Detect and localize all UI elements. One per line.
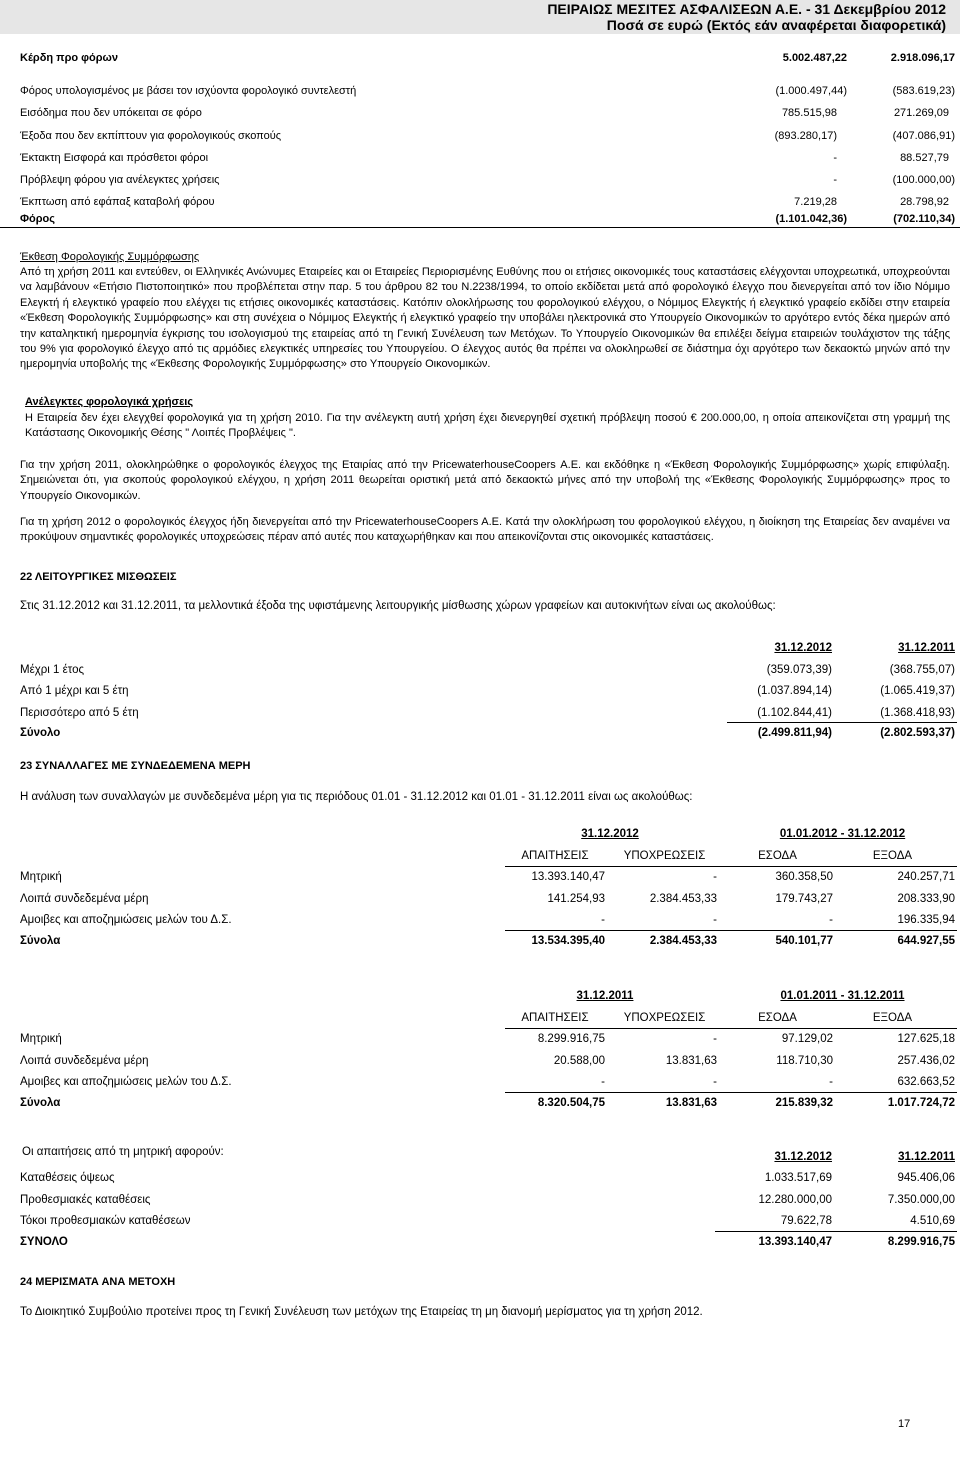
receivables-value: 13.393.140,47 (531, 871, 605, 883)
expenses-value: 632.663,52 (897, 1076, 955, 1088)
total-rule (505, 930, 957, 931)
divider (0, 227, 960, 228)
unaudited-paragraph-1: Η Εταιρεία δεν έχει ελεγχθεί φορολογικά για τη χρήση 2010. Για την ανέλεγκτη αυτή χρήση έχει διενεργηθεί σχετική πρόβλεψη ποσού € 200.000,00, η οποία απεικονίζεται στη γραμμή της Κατάστασης Οικονομικής Θέσης " Λοιπές Προβλέψεις ". (25, 412, 950, 440)
table-row-label: Φόρος (20, 213, 55, 225)
liabilities-value: - (713, 1076, 717, 1088)
expenses-value: 644.927,55 (897, 935, 955, 947)
table-row-label: Μέχρι 1 έτος (20, 664, 85, 676)
table-row-label: Περισσότερο από 5 έτη (20, 707, 139, 719)
total-rule (727, 722, 957, 723)
receivables-title: Οι απαιτήσεις από τη μητρική αφορούν: (22, 1146, 224, 1158)
receivables-value: - (601, 914, 605, 926)
value-2012: (359.073,39) (766, 664, 832, 676)
value-2011: 271.269,09 (893, 107, 949, 119)
table-row-label: Προθεσμιακές καταθέσεις (20, 1194, 151, 1206)
table-row-label: ΣΥΝΟΛΟ (20, 1236, 68, 1248)
value-2011: (1.065.419,37) (880, 685, 955, 697)
value-2011: (1.368.418,93) (880, 707, 955, 719)
currency-note: Ποσά σε ευρώ (Εκτός εάν αναφέρεται διαφορετικά) (606, 17, 946, 33)
related-intro: Η ανάλυση των συναλλαγών με συνδεδεμένα μέρη για τις περιόδους 01.01 - 31.12.2012 και 01.01 - 31.12.2011 είναι ως ακολούθως: (20, 791, 693, 803)
table-row-label: Από 1 μέχρι και 5 έτη (20, 685, 129, 697)
value-2012: 7.219,28 (794, 196, 837, 208)
income-value: 360.358,50 (775, 871, 833, 883)
value-2011: (407.086,91) (892, 130, 955, 142)
value-2012: (1.101.042,36) (775, 213, 847, 225)
table-row-label: Σύνολα (20, 1097, 61, 1109)
column-header: ΥΠΟΧΡΕΩΣΕΙΣ (623, 1012, 706, 1024)
expenses-value: 257.436,02 (897, 1055, 955, 1067)
column-header: 31.12.2012 (774, 642, 832, 654)
table-row-label: Τόκοι προθεσμιακών καταθέσεων (20, 1215, 191, 1227)
liabilities-value: - (713, 914, 717, 926)
liabilities-value: - (713, 871, 717, 883)
value-2012: 12.280.000,00 (758, 1194, 832, 1206)
value-2012: 1.033.517,69 (764, 1172, 832, 1184)
column-header: 31.12.2011 (898, 1151, 955, 1163)
table-row-label: Εισόδημα που δεν υπόκειται σε φόρο (20, 107, 202, 119)
column-header: ΕΞΟΔΑ (872, 1012, 913, 1024)
value-2011: (702.110,34) (893, 213, 955, 225)
income-value: - (829, 1076, 833, 1088)
receivables-value: 141.254,93 (547, 893, 605, 905)
table-row-label: Φόρος υπολογισμένος με βάσει τον ισχύοντα φορολογικό συντελεστή (20, 85, 357, 97)
value-2011: 8.299.916,75 (887, 1236, 955, 1248)
column-header: 31.12.2011 (898, 642, 955, 654)
income-value: 118.710,30 (776, 1055, 833, 1067)
value-2012: - (833, 174, 837, 186)
liabilities-value: 13.831,63 (665, 1097, 717, 1109)
table-row-label: Μητρική (20, 871, 62, 883)
liabilities-value: 2.384.453,33 (649, 893, 717, 905)
receivables-value: 20.588,00 (553, 1055, 605, 1067)
table-row-label: Σύνολο (20, 727, 61, 739)
income-value: - (829, 914, 833, 926)
date-header: 31.12.2011 (576, 990, 634, 1002)
date-header: 31.12.2012 (581, 828, 639, 840)
expenses-value: 208.333,90 (897, 893, 955, 905)
value-2011: (583.619,23) (892, 85, 955, 97)
value-2011: 2.918.096,17 (890, 52, 955, 64)
income-value: 179.743,27 (775, 893, 833, 905)
column-header: ΑΠΑΙΤΗΣΕΙΣ (521, 850, 589, 862)
value-2011: 88.527,79 (900, 152, 949, 164)
column-header: 31.12.2012 (774, 1151, 832, 1163)
column-header: ΕΞΟΔΑ (872, 850, 913, 862)
receivables-value: 8.299.916,75 (537, 1033, 605, 1045)
unaudited-paragraph-2: Για την χρήση 2011, ολοκληρώθηκε ο φορολογικός έλεγχος της Εταιρίας από την PricewaterhouseCoopers Α.Ε. και εκδόθηκε η «Έκθεση Φορολογικής Συμμόρφωσης» χωρίς επιφύλαξη. Σημειώνεται ότι, για σκοπούς φορολογικού ελέγχου, η χρήση 2011 θεωρείται οριστική μετά από δεκαοκτώ μήνες από την υποβολή της «Έκθεσης Φορολογικής Συμμόρφωσης» προς το Υπουργείο Οικονομικών. (20, 459, 950, 502)
section-heading: 23 ΣΥΝΑΛΛΑΓΕΣ ΜΕ ΣΥΝΔΕΔΕΜΕΝΑ ΜΕΡΗ (20, 760, 251, 772)
expenses-value: 127.625,18 (897, 1033, 955, 1045)
expenses-value: 240.257,71 (897, 871, 955, 883)
value-2012: (2.499.811,94) (757, 727, 832, 739)
leases-intro: Στις 31.12.2012 και 31.12.2011, τα μελλοντικά έξοδα της υφιστάμενης λειτουργικής μίσθωσης χώρων γραφείων και αυτοκινήτων είναι ως ακολούθως: (20, 600, 776, 612)
income-value: 97.129,02 (781, 1033, 833, 1045)
table-row-label: Αμοιβες και αποζημιώσεις μελών του Δ.Σ. (20, 914, 232, 926)
table-row-label: Έξοδα που δεν εκπίπτουν για φορολογικούς σκοπούς (20, 130, 282, 142)
liabilities-value: 2.384.453,33 (649, 935, 717, 947)
tax-compliance-paragraph: Από τη χρήση 2011 και εντεύθεν, οι Ελληνικές Ανώνυμες Εταιρείες και οι Εταιρείες Περιορισμένης Ευθύνης που οι ετήσιες οικονομικές τους καταστάσεις ελέγχονται υποχρεωτικά, υποχρεούνται να λαμβάνουν «Ετήσιο Πιστοποιητικό» που προβλέπεται στην παρ. 5 του άρθρου 82 του Ν.2238/1994, το οποίο εκδίδεται μετά από φορολογικό έλεγχο που διενεργείται από τον ίδιο Νόμιμο Ελεγκτή ή ελεγκτικό γραφείο που ελέγχει τις ετήσιες οικονομικές καταστάσεις. Κατόπιν ολοκλήρωσης του φορολογικού ελέγχου, ο Νόμιμος Ελεγκτής ή ελεγκτικό γραφείο εκδίδει στην εταιρεία «Έκθεση Φορολογικής Συμμόρφωσης» και στη συνέχεια ο Νόμιμος Ελεγκτής ή ελεγκτικό γραφείο την υποβάλει ηλεκτρονικά στο Υπουργείο Οικονομικών το αργότερο εντός δέκα ημερών από την καταληκτική ημερομηνία έγκρισης του ισολογισμού της εταιρείας από τη Γενική Συνέλευση των Μετόχων. Το Υπουργείο Οικονομικών θα επιλέξει δείγμα εταιρειών τουλάχιστον της τάξης του 9% για φορολογικό έλεγχο από τις αρμόδιες ελεγκτικές υπηρεσίες του Υπουργείου. Ο έλεγχος αυτός θα πρέπει να ολοκληρωθεί σε διάστημα όχι αργότερο των δεκαοκτώ μηνών από την ημερομηνία υποβολής της «Έκθεσης Φορολογικής Συμμόρφωσης» στο Υπουργείο Οικονομικών. (20, 266, 950, 371)
table-row-label: Λοιπά συνδεδεμένα μέρη (20, 893, 149, 905)
value-2012: 79.622,78 (780, 1215, 832, 1227)
table-row-label: Καταθέσεις όψεως (20, 1172, 115, 1184)
value-2012: 5.002.487,22 (782, 52, 847, 64)
table-row-label: Κέρδη προ φόρων (20, 52, 118, 64)
section-title: Ανέλεγκτες φορολογικά χρήσεις (25, 396, 194, 408)
unaudited-paragraph-3: Για τη χρήση 2012 ο φορολογικός έλεγχος ήδη διενεργείται από την PricewaterhouseCoopers A.E. Κατά την ολοκλήρωση του φορολογικού ελέγχου, η διοίκηση της Εταιρείας δεν αναμένει να προκύψουν σημαντικές φορολογικές υποχρεώσεις πέραν από αυτές που καταχωρήθηκαν και που απεικονίζονται στις οικονομικές καταστάσεις. (20, 516, 950, 544)
table-row-label: Πρόβλεψη φόρου για ανέλεγκτες χρήσεις (20, 174, 220, 186)
liabilities-value: - (713, 1033, 717, 1045)
column-header: ΕΣΟΔΑ (758, 850, 797, 862)
income-value: 540.101,77 (775, 935, 833, 947)
value-2011: 945.406,06 (897, 1172, 955, 1184)
report-title: ΠΕΙΡΑΙΩΣ ΜΕΣΙΤΕΣ ΑΣΦΑΛΙΣΕΩΝ Α.Ε. - 31 Δεκεμβρίου 2012 (547, 1, 946, 17)
expenses-value: 196.335,94 (897, 914, 955, 926)
value-2012: 785.515,98 (781, 107, 837, 119)
value-2012: - (833, 152, 837, 164)
total-rule (505, 1092, 957, 1093)
value-2011: 4.510,69 (910, 1215, 955, 1227)
value-2011: (2.802.593,37) (880, 727, 955, 739)
expenses-value: 1.017.724,72 (887, 1097, 955, 1109)
page-number: 17 (898, 1418, 911, 1430)
section-heading: 22 ΛΕΙΤΟΥΡΓΙΚΕΣ ΜΙΣΘΩΣΕΙΣ (20, 571, 177, 583)
period-header: 01.01.2012 - 31.12.2012 (779, 828, 906, 840)
column-header: ΕΣΟΔΑ (758, 1012, 797, 1024)
table-row-label: Αμοιβες και αποζημιώσεις μελών του Δ.Σ. (20, 1076, 232, 1088)
income-value: 215.839,32 (775, 1097, 833, 1109)
value-2011: 7.350.000,00 (887, 1194, 955, 1206)
value-2012: 13.393.140,47 (758, 1236, 832, 1248)
table-row-label: Λοιπά συνδεδεμένα μέρη (20, 1055, 149, 1067)
column-header: ΥΠΟΧΡΕΩΣΕΙΣ (623, 850, 706, 862)
value-2011: (100.000,00) (892, 174, 955, 186)
table-row-label: Σύνολα (20, 935, 61, 947)
period-header: 01.01.2011 - 31.12.2011 (780, 990, 905, 1002)
table-row-label: Έκτακτη Εισφορά και πρόσθετοι φόροι (20, 152, 209, 164)
receivables-value: 13.534.395,40 (531, 935, 605, 947)
section-title: Έκθεση Φορολογικής Συμμόρφωσης (20, 251, 200, 263)
value-2012: (893.280,17) (774, 130, 837, 142)
dividends-text: Το Διοικητικό Συμβούλιο προτείνει προς τη Γενική Συνέλευση των μετόχων της Εταιρείας τη μη διανομή μερίσματος για τη χρήση 2012. (20, 1306, 703, 1318)
column-header: ΑΠΑΙΤΗΣΕΙΣ (521, 1012, 589, 1024)
value-2011: 28.798,92 (900, 196, 949, 208)
value-2012: (1.000.497,44) (775, 85, 847, 97)
total-rule (715, 1231, 957, 1232)
value-2012: (1.037.894,14) (757, 685, 832, 697)
section-heading: 24 ΜΕΡΙΣΜΑΤΑ ΑΝΑ ΜΕΤΟΧΗ (20, 1276, 176, 1288)
value-2011: (368.755,07) (889, 664, 955, 676)
receivables-value: 8.320.504,75 (537, 1097, 605, 1109)
value-2012: (1.102.844,41) (757, 707, 832, 719)
receivables-value: - (601, 1076, 605, 1088)
table-row-label: Έκπτωση από εφάπαξ καταβολή φόρου (20, 196, 215, 208)
table-row-label: Μητρική (20, 1033, 62, 1045)
header-rule (505, 1028, 957, 1029)
header-rule (505, 866, 957, 867)
liabilities-value: 13.831,63 (665, 1055, 717, 1067)
